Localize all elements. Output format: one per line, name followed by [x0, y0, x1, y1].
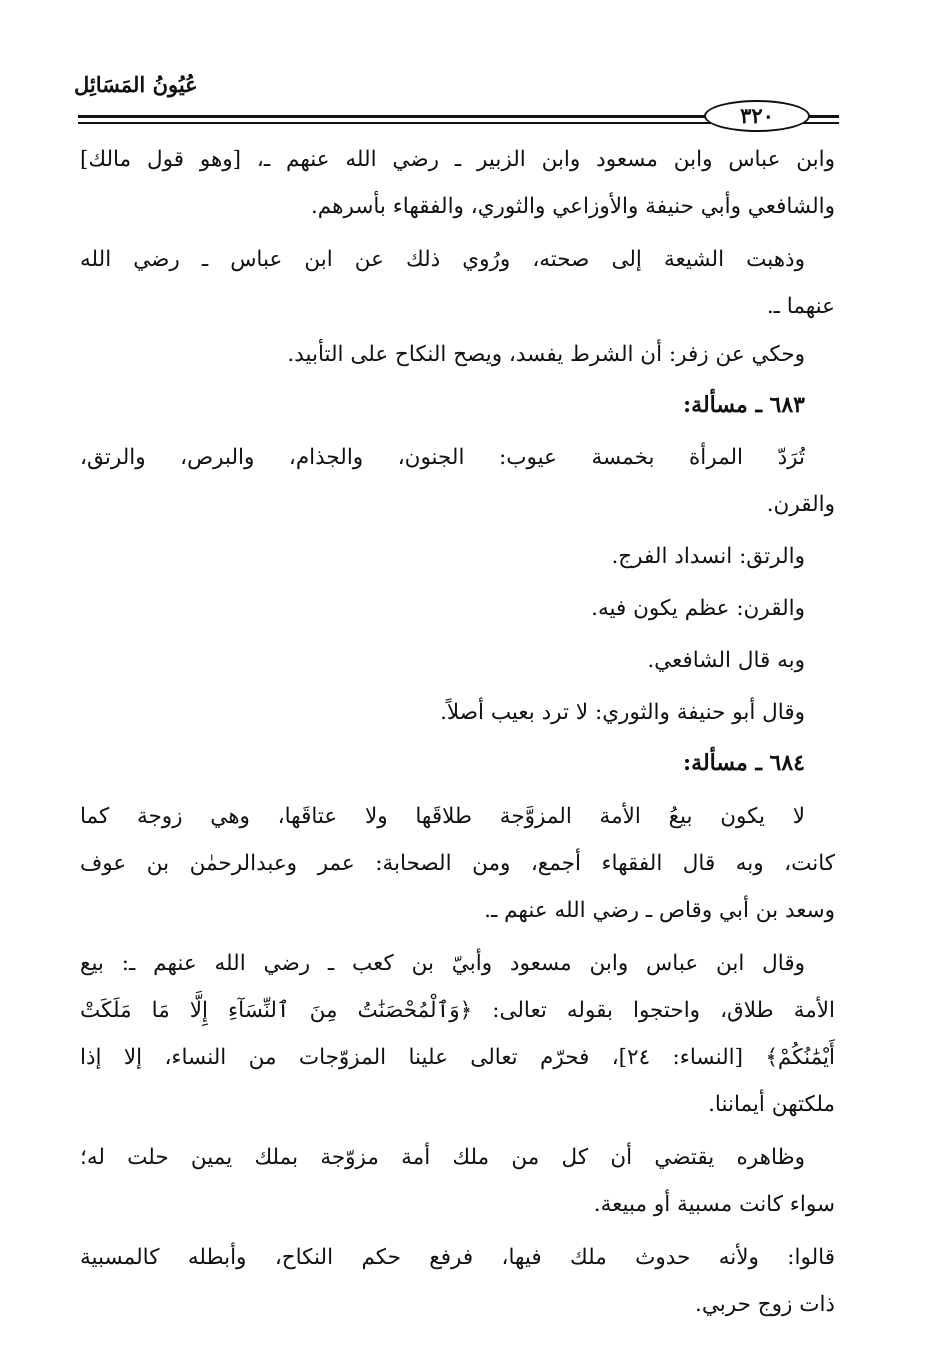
text-line: وبه قال الشافعي. [647, 648, 805, 673]
text-line: الأمة طلاق، واحتجوا بقوله تعالى: ﴿وَٱلْمُحْصَنَٰتُ مِنَ ٱلنِّسَآءِ إِلَّا مَا مَلَكَتْ [80, 998, 835, 1023]
issue-heading: ٦٨٣ ـ مسألة: [683, 392, 805, 418]
issue-heading: ٦٨٤ ـ مسألة: [683, 750, 805, 776]
text-line: تُرَدّ المرأة بخمسة عيوب: الجنون، والجذام، والبرص، والرتق، [80, 445, 805, 470]
text-line: وسعد بن أبي وقاص ـ رضي الله عنهم ـ. [484, 898, 835, 923]
text-line: قالوا: ولأنه حدوث ملك فيها، فرفع حكم النكاح، وأبطله كالمسبية [80, 1245, 835, 1270]
text-line: عنهما ـ. [766, 294, 835, 319]
text-line: ملكتهن أيماننا. [708, 1092, 835, 1117]
text-line: أَيْمَٰنُكُمْ﴾ [النساء: ٢٤]، فحرّم تعالى علينا المزوّجات من النساء، إلا إذا [80, 1045, 835, 1070]
text-line: والقرن. [766, 492, 835, 517]
text-line: وقال ابن عباس وابن مسعود وأبيّ بن كعب ـ رضي الله عنهم ـ: بيع [80, 951, 805, 976]
book-title: عُيُونُ المَسَائِل [74, 72, 198, 97]
text-line: وقال أبو حنيفة والثوري: لا ترد بعيب أصلاً. [440, 700, 805, 725]
text-line: لا يكون بيعُ الأمة المزوَّجة طلاقَها ولا عتاقَها، وهي زوجة كما [80, 804, 805, 829]
page-number: ٣٢٠ [704, 100, 810, 132]
text-line: كانت، وبه قال الفقهاء أجمع، ومن الصحابة: عمر وعبدالرحمٰن بن عوف [80, 851, 835, 876]
text-line: وذهبت الشيعة إلى صحته، ورُوي ذلك عن ابن عباس ـ رضي الله [80, 247, 805, 272]
text-line: وظاهره يقتضي أن كل من ملك أمة مزوّجة بملك يمين حلت له؛ [80, 1145, 805, 1170]
text-line: والشافعي وأبي حنيفة والأوزاعي والثوري، والفقهاء بأسرهم. [310, 194, 835, 219]
text-line: والرتق: انسداد الفرج. [611, 544, 805, 569]
text-line: والقرن: عظم يكون فيه. [591, 596, 805, 621]
text-line: ذات زوج حربي. [695, 1292, 835, 1317]
text-line: سواء كانت مسبية أو مبيعة. [593, 1192, 835, 1217]
text-line: وابن عباس وابن مسعود وابن الزبير ـ رضي الله عنهم ـ، [وهو قول مالك] [80, 147, 835, 172]
text-line: وحكي عن زفر: أن الشرط يفسد، ويصح النكاح على التأبيد. [287, 342, 805, 367]
